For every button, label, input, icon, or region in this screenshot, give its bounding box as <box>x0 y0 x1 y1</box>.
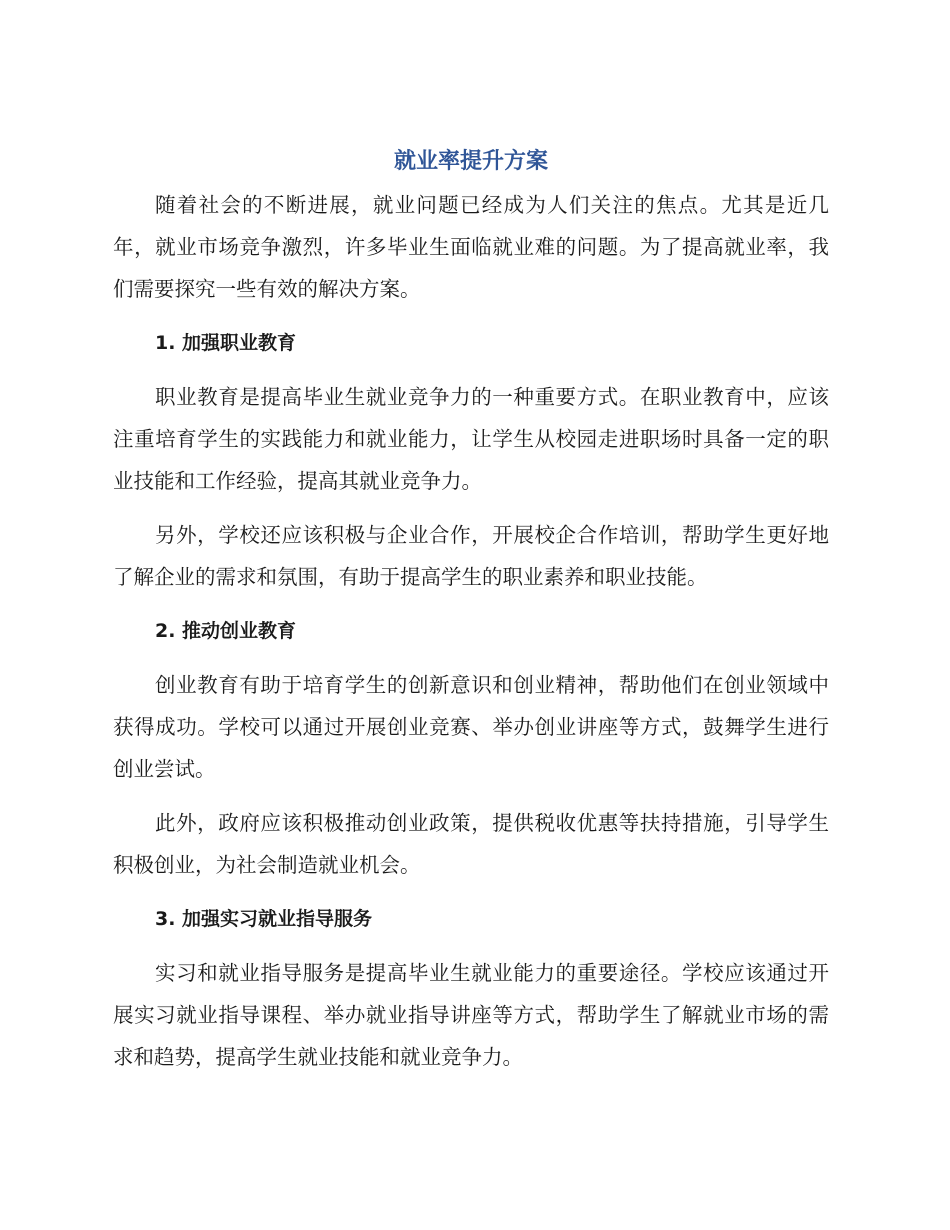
section-1 <box>113 322 829 598</box>
document-page <box>113 140 829 1090</box>
section-heading: 1. 加强职业教育 <box>155 332 297 354</box>
section-paragraph: 此外，政府应该积极推动创业政策，提供税收优惠等扶持措施，引导学生积极创业，为社会制造就业机会。 <box>113 811 829 877</box>
section-2 <box>113 610 829 886</box>
section-heading: 2. 推动创业教育 <box>155 620 297 642</box>
document-title: 就业率提升方案 <box>393 149 548 174</box>
section-paragraph: 实习和就业指导服务是提高毕业生就业能力的重要途径。学校应该通过开展实习就业指导课程、举办就业指导讲座等方式，帮助学生了解就业市场的需求和趋势，提高学生就业技能和就业竞争力。 <box>113 961 829 1069</box>
section-paragraph: 职业教育是提高毕业生就业竞争力的一种重要方式。在职业教育中，应该注重培育学生的实践能力和就业能力，让学生从校园走进职场时具备一定的职业技能和工作经验，提高其就业竞争力。 <box>113 385 829 493</box>
section-heading: 3. 加强实习就业指导服务 <box>155 908 373 930</box>
section-3 <box>113 898 829 1078</box>
section-paragraph: 创业教育有助于培育学生的创新意识和创业精神，帮助他们在创业领域中获得成功。学校可以通过开展创业竞赛、举办创业讲座等方式，鼓舞学生进行创业尝试。 <box>113 673 829 781</box>
section-paragraph: 另外，学校还应该积极与企业合作，开展校企合作培训，帮助学生更好地了解企业的需求和氛围，有助于提高学生的职业素养和职业技能。 <box>113 523 829 589</box>
intro-paragraph: 随着社会的不断进展，就业问题已经成为人们关注的焦点。尤其是近几年，就业市场竞争激烈，许多毕业生面临就业难的问题。为了提高就业率，我们需要探究一些有效的解决方案。 <box>113 193 829 301</box>
